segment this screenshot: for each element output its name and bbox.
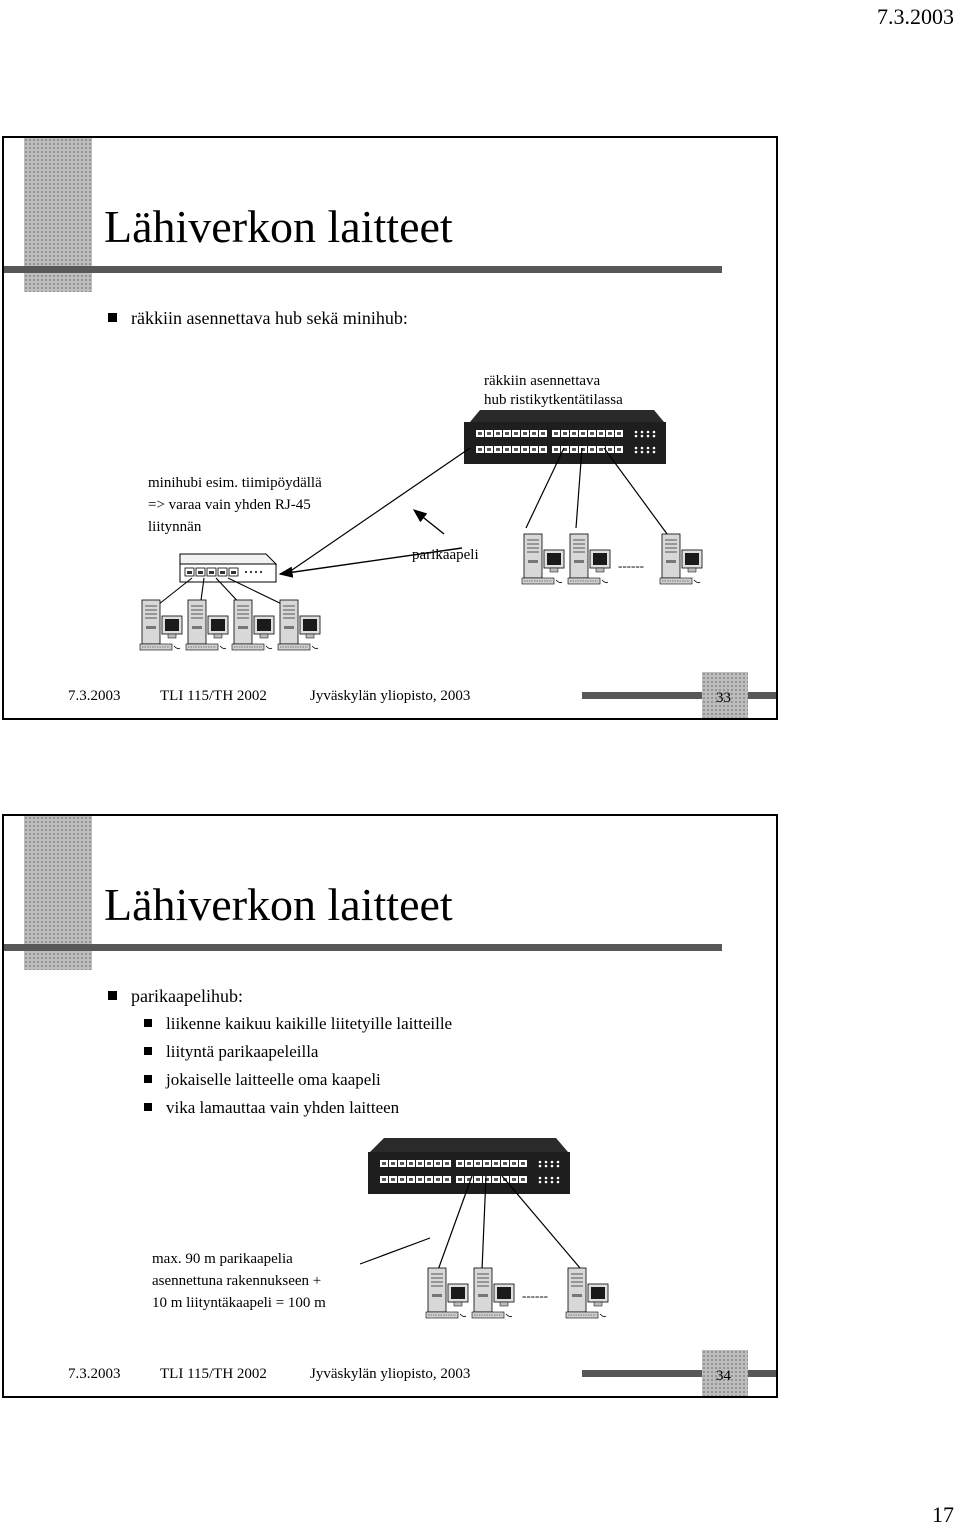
slide-title: Lähiverkon laitteet: [104, 879, 453, 930]
computer-icon: [472, 1268, 514, 1318]
sub-bullet-text: liikenne kaikuu kaikille liitetyille laitteille: [166, 1014, 453, 1033]
minihub-label-line3: liitynnän: [148, 519, 202, 535]
page-header-date: 7.3.2003: [877, 4, 954, 29]
slide-33: [2, 136, 778, 720]
computer-icon: [568, 534, 610, 584]
rack-hub-label-line2: hub ristikytkentätilassa: [484, 392, 623, 408]
footer-org: Jyväskylän yliopisto, 2003: [310, 688, 471, 704]
page-number: 17: [932, 1502, 954, 1527]
computer-icon: [426, 1268, 468, 1318]
footer-course: TLI 115/TH 2002: [160, 688, 267, 704]
sub-bullet-text: jokaiselle laitteelle oma kaapeli: [166, 1070, 381, 1089]
footer-bar: [582, 692, 778, 699]
sub-bullet-text: liityntä parikaapeleilla: [166, 1042, 319, 1061]
cable-length-label-line1: max. 90 m parikaapelia: [152, 1251, 293, 1267]
computer-icon: [566, 1268, 608, 1318]
minihub-label-line2: => varaa vain yhden RJ-45: [148, 497, 311, 513]
slide-number: 33: [716, 690, 731, 706]
cable-length-label-line3: 10 m liityntäkaapeli = 100 m: [152, 1295, 326, 1311]
bullet-text: parikaapelihub:: [131, 986, 243, 1006]
minihub-icon: [180, 554, 276, 582]
computer-icon: [140, 600, 182, 650]
footer-org: Jyväskylän yliopisto, 2003: [310, 1366, 471, 1382]
slide-number: 34: [716, 1368, 731, 1384]
footer-bar: [582, 1370, 778, 1377]
cable-length-label-line2: asennettuna rakennukseen +: [152, 1273, 322, 1289]
computer-icon: [522, 534, 564, 584]
sub-bullet-text: vika lamauttaa vain yhden laitteen: [166, 1098, 400, 1117]
network-diagram: [4, 816, 778, 1356]
bullet-text: räkkiin asennettava hub sekä minihub:: [131, 308, 408, 328]
slide-34: [2, 814, 778, 1398]
network-diagram: [4, 138, 778, 678]
slide-title: Lähiverkon laitteet: [104, 201, 453, 252]
computer-icon: [278, 600, 320, 650]
footer-date: 7.3.2003: [68, 688, 121, 704]
rack-hub-label-line1: räkkiin asennettava: [484, 373, 601, 389]
cable-label: parikaapeli: [412, 547, 479, 563]
more-computers-dashes: ------: [522, 1288, 548, 1303]
minihub-label-line1: minihubi esim. tiimipöydällä: [148, 475, 322, 491]
footer-course: TLI 115/TH 2002: [160, 1366, 267, 1382]
computer-icon: [660, 534, 702, 584]
footer-date: 7.3.2003: [68, 1366, 121, 1382]
computer-icon: [186, 600, 228, 650]
rack-hub-icon: [464, 410, 666, 464]
more-computers-dashes: ------: [618, 558, 644, 573]
computer-icon: [232, 600, 274, 650]
